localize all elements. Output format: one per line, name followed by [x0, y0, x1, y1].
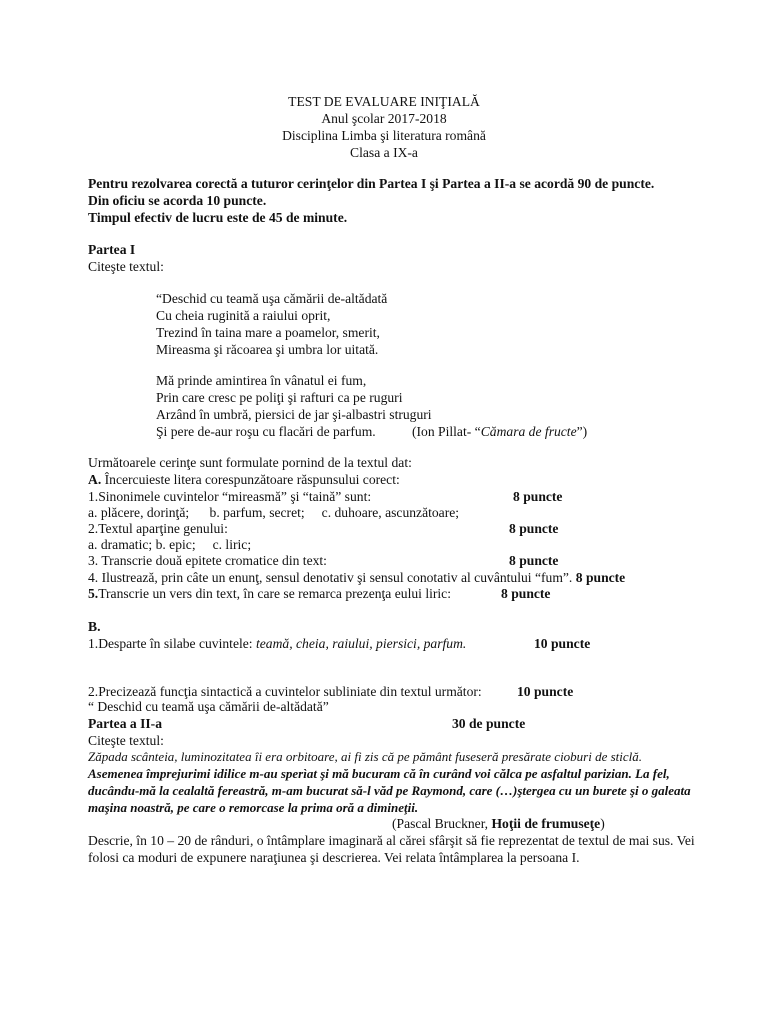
requirements-intro: Următoarele cerinţe sunt formulate pornind de la textul dat:: [88, 455, 412, 470]
question-b2-quote: “ Deschid cu teamă uşa cămării de-altădată”: [88, 699, 329, 714]
option-a[interactable]: a. plăcere, dorinţă;: [88, 505, 190, 520]
poem-citation-title: Cămara de fructe: [480, 424, 577, 439]
school-year: Anul şcolar 2017-2018: [321, 111, 447, 126]
part1-heading: Partea I: [88, 242, 136, 257]
part1-read-text: Citeşte textul:: [88, 259, 164, 274]
section-a-instruction: A. Încercuieste litera corespunzătoare răspunsului corect:: [88, 472, 400, 487]
passage-line: maşina noastră, pe care o remorcase la prima oră a dimineţii.: [88, 800, 419, 815]
passage-line: Zăpada scânteia, luminozitatea îi era orbitoare, ai fi zis că pe pământ fuseseră presărate cioburi de sticlă.: [88, 749, 643, 764]
question-b2-points: 10 puncte: [517, 684, 574, 699]
question-b1: 1.Desparte în silabe cuvintele: teamă, cheia, raiului, piersici, parfum.: [88, 636, 467, 651]
question-b1-words: teamă, cheia, raiului, piersici, parfum.: [255, 636, 467, 651]
question-a1: 1.Sinonimele cuvintelor “mireasmă” şi “taină” sunt:: [88, 489, 372, 504]
question-a2-points: 8 puncte: [509, 521, 559, 536]
class-level: Clasa a IX-a: [350, 145, 418, 160]
discipline: Disciplina Limba şi literatura română: [282, 128, 486, 143]
part2-points: 30 de puncte: [452, 716, 526, 731]
poem-line: Mireasma şi răcoarea şi umbra lor uitată.: [156, 342, 379, 357]
poem-line: Prin care cresc pe poliţi şi rafturi ca pe ruguri: [156, 390, 403, 405]
question-a5: 5.Transcrie un vers din text, în care se remarca prezenţa eului liric:: [88, 586, 451, 601]
option-a[interactable]: a. dramatic;: [88, 537, 153, 552]
passage-line: ducându-mă la cealaltă fereastră, m-am bucurat să-l văd pe Raymond, care (…)ştergea cu un burete şi o galeata: [88, 783, 691, 798]
question-a2: 2.Textul aparţine genului:: [88, 521, 228, 536]
poem-line: Trezind în taina mare a poamelor, smerit,: [156, 325, 380, 340]
poem-line: Cu cheia ruginită a raiului oprit,: [156, 308, 331, 323]
question-a4: 4. Ilustrează, prin câte un enunţ, sensul denotativ şi sensul conotativ al cuvântului “fum”. 8 puncte: [88, 570, 626, 585]
option-b[interactable]: b. parfum, secret;: [209, 505, 305, 520]
poem-line: Mă prinde amintirea în vânatul ei fum,: [156, 373, 367, 388]
question-a1-points: 8 puncte: [513, 489, 563, 504]
passage-line: Asemenea împrejurimi idilice m-au sperìat şi mă bucuram că în curând voi călca pe asfaltul parizian. La fel,: [88, 766, 670, 781]
instruction-total-points: Pentru rezolvarea corectă a tuturor cerinţelor din Partea I şi Partea a II-a se acordă 90 de puncte.: [88, 176, 655, 191]
option-c[interactable]: c. liric;: [212, 537, 252, 552]
question-a4-points: 8 puncte: [575, 570, 626, 585]
option-b[interactable]: b. epic;: [155, 537, 196, 552]
question-a1-options: [88, 505, 459, 522]
question-b1-points: 10 puncte: [534, 636, 591, 651]
passage-source-title: Hoţii de frumuseţe: [491, 816, 601, 831]
passage-source: (Pascal Bruckner, Hoţii de frumuseţe): [392, 816, 605, 831]
question-a2-options: [88, 537, 251, 554]
section-b-letter: B.: [88, 619, 101, 634]
question-a3: 3. Transcrie două epitete cromatice din text:: [88, 553, 327, 568]
poem-line: Şi pere de-aur roşu cu flacări de parfum.: [156, 424, 376, 439]
section-a-letter: A.: [88, 472, 102, 487]
poem-citation: (Ion Pillat- “Cămara de fructe”): [412, 424, 588, 439]
writing-task-line: folosi ca moduri de expunere naraţiunea şi descrierea. Vei relata întâmplarea la persoana I.: [88, 850, 580, 865]
writing-task-line: Descrie, în 10 – 20 de rânduri, o întâmplare imaginară al cărei sfârşit să fie reprezentat de textul de mai sus. Vei: [88, 833, 695, 848]
question-a3-points: 8 puncte: [509, 553, 559, 568]
poem-line: Arzând în umbră, piersici de jar şi-albastri struguri: [156, 407, 432, 422]
document-title: TEST DE EVALUARE INIŢIALĂ: [288, 94, 480, 109]
question-b2: 2.Precizează funcţia sintactică a cuvintelor subliniate din textul următor:: [88, 684, 482, 699]
instruction-time: Timpul efectiv de lucru este de 45 de minute.: [88, 210, 348, 225]
part2-read-text: Citeşte textul:: [88, 733, 164, 748]
instruction-bonus-points: Din oficiu se acorda 10 puncte.: [88, 193, 267, 208]
question-a5-points: 8 puncte: [501, 586, 551, 601]
poem-line: “Deschid cu teamă uşa cămării de-altădată: [156, 291, 388, 306]
part2-heading: Partea a II-a: [88, 716, 162, 731]
option-c[interactable]: c. duhoare, ascunzătoare;: [321, 505, 460, 520]
